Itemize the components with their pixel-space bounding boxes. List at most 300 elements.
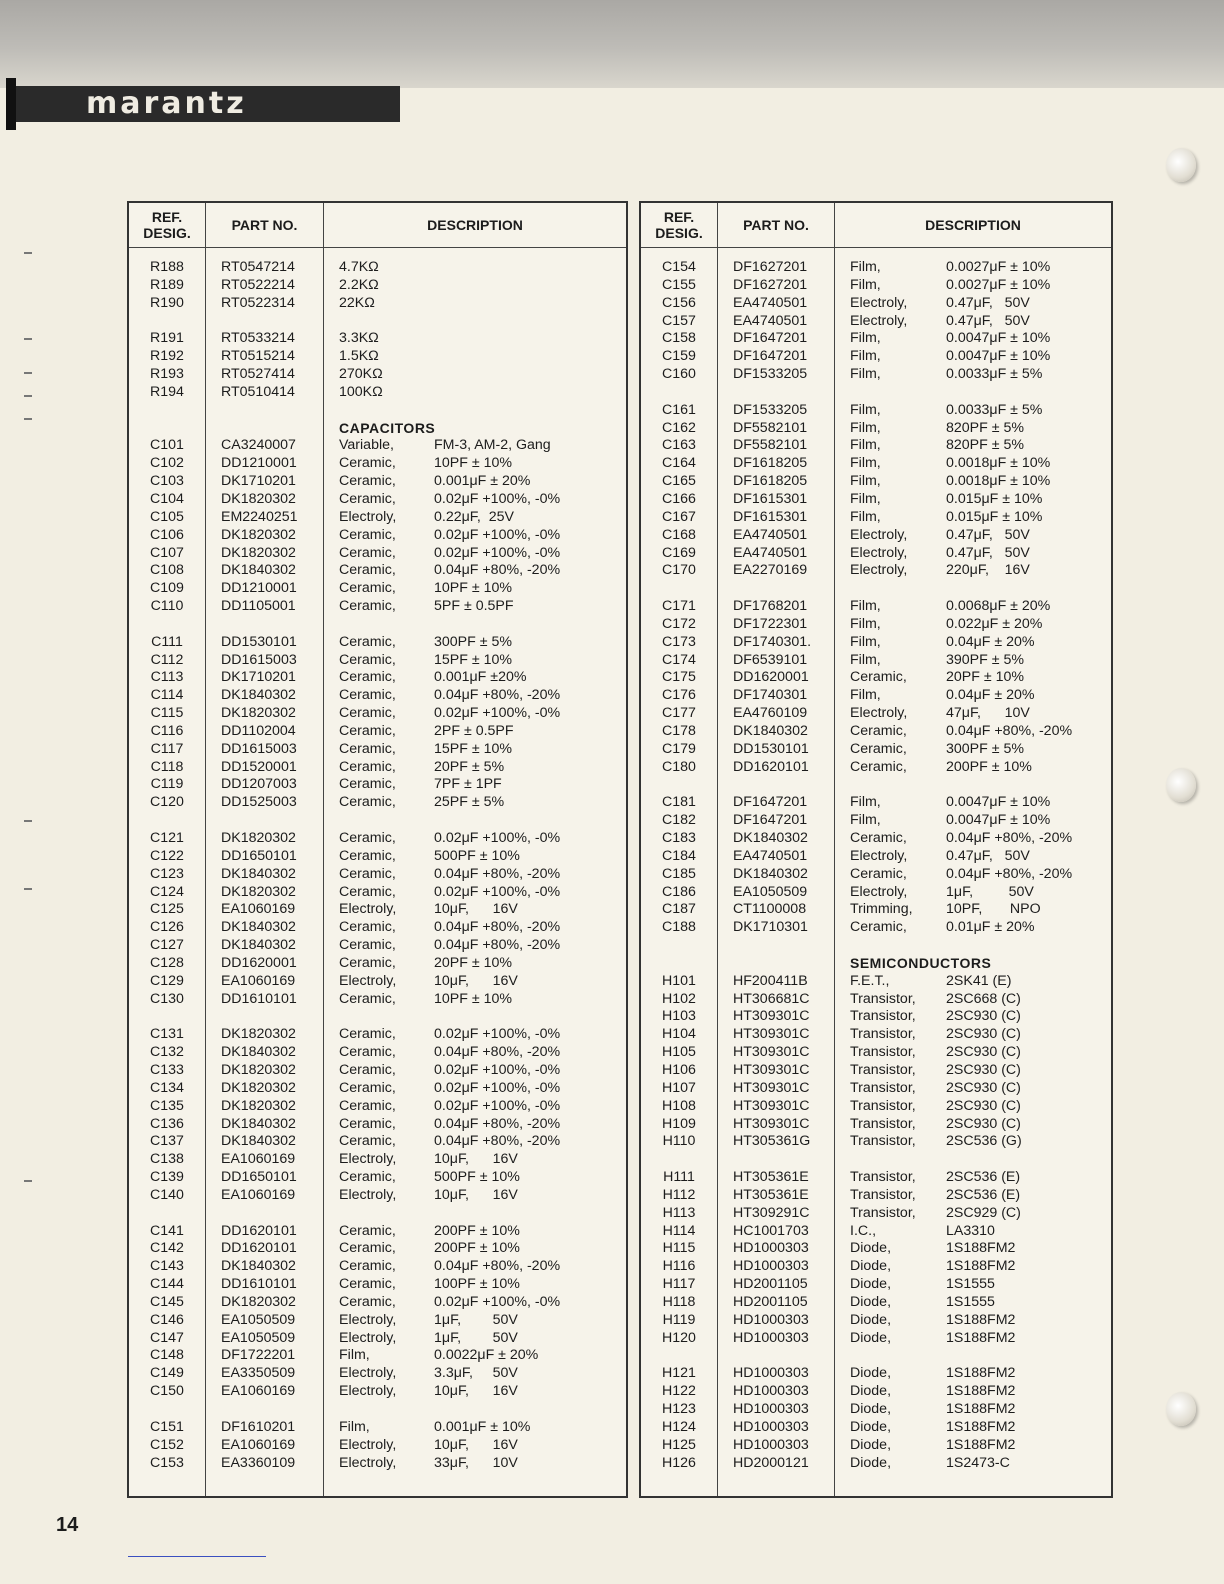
section-heading: CAPACITORS	[339, 419, 436, 436]
desc-type-cell: Transistor,	[850, 1079, 916, 1096]
desc-value-cell: 0.04μF ± 20%	[946, 633, 1035, 650]
ref-desig-cell: H124	[662, 1418, 696, 1435]
desc-value-cell: 0.0068μF ± 20%	[946, 598, 1051, 615]
desc-type-cell: Diode,	[850, 1311, 892, 1328]
desc-value-cell: 0.22μF, 25V	[434, 508, 514, 525]
ref-desig-cell: C110	[150, 598, 184, 615]
desc-value-cell: 2SC536 (E)	[946, 1169, 1021, 1186]
desc-value-cell: FM-3, AM-2, Gang	[434, 437, 551, 454]
part-no-cell: DF1627201	[733, 276, 808, 293]
footer-rule	[128, 1556, 266, 1557]
ref-desig-cell: H108	[662, 1097, 696, 1114]
part-no-cell: DF1615301	[733, 508, 808, 525]
table-row	[641, 1312, 1111, 1330]
part-no-cell: EM2240251	[221, 508, 298, 525]
ref-desig-cell: C187	[662, 901, 696, 918]
part-no-cell: DF1647201	[733, 348, 808, 365]
desc-value-cell: 0.015μF ± 10%	[946, 508, 1043, 525]
table-row	[641, 705, 1111, 723]
part-no-cell: DK1710201	[221, 473, 296, 490]
part-no-cell: EA1060169	[221, 901, 296, 918]
part-no-cell: DK1840302	[221, 1044, 296, 1061]
part-no-cell: CT1100008	[733, 901, 807, 918]
part-no-cell: DK1820302	[221, 1097, 296, 1114]
desc-value-cell: 0.0018μF ± 10%	[946, 455, 1051, 472]
part-no-cell: DF1722201	[221, 1347, 296, 1364]
table-row	[129, 295, 626, 313]
desc-type-cell: Ceramic,	[339, 526, 396, 543]
part-no-cell: DD1650101	[221, 1169, 297, 1186]
header-bar-edge	[6, 78, 16, 130]
table-row	[641, 1062, 1111, 1080]
part-no-cell: EA4740501	[733, 294, 808, 311]
ref-desig-cell: C177	[662, 705, 696, 722]
ref-desig-cell: C188	[662, 919, 696, 936]
desc-value-cell: 220μF, 16V	[946, 562, 1030, 579]
ref-desig-cell: C104	[150, 490, 184, 507]
part-no-cell: HD1000303	[733, 1436, 809, 1453]
desc-type-cell: Electroly,	[850, 705, 908, 722]
table-row	[641, 812, 1111, 830]
table-row	[129, 973, 626, 991]
ref-desig-cell: C102	[150, 455, 184, 472]
table-row	[641, 473, 1111, 491]
part-no-cell: DD1210001	[221, 580, 297, 597]
part-no-cell: DD1210001	[221, 455, 297, 472]
ref-desig-cell: C171	[662, 598, 696, 615]
part-no-cell: DF5582101	[733, 419, 808, 436]
part-no-cell: HT309301C	[733, 1079, 810, 1096]
desc-value-cell: 1S1555	[946, 1293, 995, 1310]
desc-type-cell: Electroly,	[339, 1329, 397, 1346]
section-heading-row	[641, 955, 1111, 973]
desc-type-cell: Transistor,	[850, 1008, 916, 1025]
table-row	[641, 1258, 1111, 1276]
desc-value-cell: 0.04μF +80%, -20%	[434, 1133, 561, 1150]
ref-desig-cell: C145	[150, 1293, 184, 1310]
desc-value-cell: 2SC668 (C)	[946, 990, 1021, 1007]
desc-type-cell: Ceramic,	[339, 1293, 396, 1310]
ref-desig-cell: C103	[150, 473, 184, 490]
desc-type-cell: Film,	[850, 633, 881, 650]
table-row	[129, 1240, 626, 1258]
part-no-cell: DF1740301.	[733, 633, 812, 650]
table-row	[129, 1312, 626, 1330]
desc-type-cell: Transistor,	[850, 990, 916, 1007]
part-no-cell: DK1820302	[221, 544, 296, 561]
part-no-cell: DD1105001	[221, 598, 296, 615]
ref-desig-cell: C152	[150, 1436, 184, 1453]
header-description: DESCRIPTION	[427, 217, 523, 233]
part-no-cell: EA3360109	[221, 1454, 296, 1471]
desc-value-cell: 10μF, 16V	[434, 1436, 518, 1453]
part-no-cell: HD1000303	[733, 1401, 809, 1417]
spacer-row	[129, 812, 626, 830]
part-no-cell: HD1000303	[733, 1365, 809, 1382]
desc-type-cell: Transistor,	[850, 1026, 916, 1043]
part-no-cell: DD1620001	[221, 954, 297, 971]
table-row	[641, 884, 1111, 902]
desc-type-cell: Diode,	[850, 1401, 892, 1417]
table-row	[641, 491, 1111, 509]
table-row	[129, 1151, 626, 1169]
part-no-cell: DD1102004	[221, 722, 296, 739]
desc-value-cell: 10μF, 16V	[434, 1383, 518, 1400]
part-no-cell: DK1820302	[221, 1079, 296, 1096]
desc-value-cell: 500PF ± 10%	[434, 1169, 520, 1186]
table-row	[641, 687, 1111, 705]
part-no-cell: DF6539101	[733, 651, 808, 668]
table-row	[129, 866, 626, 884]
ref-desig-cell: C139	[150, 1169, 184, 1186]
desc-type-cell: Film,	[850, 490, 881, 507]
desc-type-cell: 2.2KΩ	[339, 276, 379, 293]
table-row	[129, 919, 626, 937]
desc-type-cell: Film,	[850, 437, 881, 454]
part-no-cell: EA1050509	[733, 883, 808, 900]
desc-type-cell: Electroly,	[850, 294, 908, 311]
part-no-cell: DF1647201	[733, 812, 808, 829]
desc-value-cell: 10PF ± 10%	[434, 580, 512, 597]
part-no-cell: HD2001105	[733, 1276, 808, 1293]
part-no-cell: HT309301C	[733, 1115, 810, 1132]
desc-type-cell: Ceramic,	[339, 580, 396, 597]
table-row	[129, 1455, 626, 1473]
part-no-cell: DD1207003	[221, 776, 297, 793]
ref-desig-cell: C106	[150, 526, 184, 543]
desc-type-cell: 4.7KΩ	[339, 259, 379, 275]
ref-desig-cell: R191	[150, 330, 184, 347]
desc-value-cell: 100PF ± 10%	[434, 1276, 520, 1293]
part-no-cell: DF1722301	[733, 615, 808, 632]
ref-desig-cell: H105	[662, 1044, 696, 1061]
table-row	[641, 866, 1111, 884]
spacer-row	[129, 1205, 626, 1223]
part-no-cell: DK1840302	[733, 830, 808, 846]
desc-value-cell: LA3310	[946, 1222, 995, 1239]
desc-value-cell: 2SC930 (C)	[946, 1097, 1021, 1114]
desc-value-cell: 10μF, 16V	[434, 1186, 518, 1203]
part-no-cell: DK1840302	[221, 1133, 296, 1150]
desc-type-cell: Ceramic,	[339, 1169, 396, 1186]
ref-desig-cell: C172	[662, 615, 696, 632]
desc-type-cell: Film,	[850, 598, 881, 615]
ref-desig-cell: C155	[662, 276, 696, 293]
table-row	[641, 348, 1111, 366]
ref-desig-cell: H107	[662, 1079, 696, 1096]
ref-desig-cell: C167	[662, 508, 696, 525]
desc-type-cell: Transistor,	[850, 1169, 916, 1186]
ref-desig-cell: H119	[662, 1311, 696, 1328]
ref-desig-cell: C134	[150, 1079, 184, 1096]
table-row	[129, 473, 626, 491]
part-no-cell: DD1530101	[733, 740, 809, 757]
ref-desig-cell: C117	[150, 740, 184, 757]
desc-type-cell: Ceramic,	[339, 722, 396, 739]
desc-value-cell: 0.04μF +80%, -20%	[434, 937, 561, 954]
spacer-row	[129, 1008, 626, 1026]
spacer-row	[129, 402, 626, 420]
binder-hole-icon	[1166, 1392, 1196, 1426]
part-no-cell: DK1840302	[733, 865, 808, 882]
desc-value-cell: 0.02μF +100%, -0%	[434, 1061, 561, 1078]
desc-type-cell: Ceramic,	[339, 544, 396, 561]
desc-type-cell: Ceramic,	[339, 883, 396, 900]
part-no-cell: EA4740501	[733, 526, 808, 543]
ref-desig-cell: C161	[662, 401, 696, 418]
desc-type-cell: Film,	[850, 366, 881, 383]
part-no-cell: HT309301C	[733, 1008, 810, 1025]
part-no-cell: RT0522314	[221, 294, 295, 311]
desc-value-cell: 2SC930 (C)	[946, 1008, 1021, 1025]
table-row	[129, 1026, 626, 1044]
desc-value-cell: 0.0047μF ± 10%	[946, 348, 1051, 365]
ref-desig-cell: C107	[150, 544, 184, 561]
ref-desig-cell: C153	[150, 1454, 184, 1471]
table-row	[641, 1187, 1111, 1205]
table-row	[129, 955, 626, 973]
desc-value-cell: 1S188FM2	[946, 1418, 1016, 1435]
desc-value-cell: 1S188FM2	[946, 1383, 1016, 1400]
table-row	[129, 437, 626, 455]
desc-value-cell: 1μF, 50V	[434, 1311, 518, 1328]
ref-desig-cell: H104	[662, 1026, 696, 1043]
desc-type-cell: Electroly,	[339, 901, 397, 918]
table-row	[641, 259, 1111, 277]
ref-desig-cell: C142	[150, 1240, 184, 1257]
part-no-cell: DD1620001	[733, 669, 809, 686]
desc-type-cell: Ceramic,	[339, 937, 396, 954]
ref-desig-cell: C180	[662, 758, 696, 775]
desc-type-cell: Film,	[850, 794, 881, 811]
desc-value-cell: 2SC930 (C)	[946, 1061, 1021, 1078]
desc-value-cell: 0.001μF ± 20%	[434, 473, 531, 490]
part-no-cell: EA4740501	[733, 847, 808, 864]
header-description: DESCRIPTION	[925, 217, 1021, 233]
desc-value-cell: 1S188FM2	[946, 1240, 1016, 1257]
ref-desig-cell: C164	[662, 455, 696, 472]
desc-type-cell: Ceramic,	[339, 794, 396, 811]
ref-desig-cell: C182	[662, 812, 696, 829]
ref-desig-cell: C143	[150, 1258, 184, 1275]
table-row	[129, 1383, 626, 1401]
table-row	[129, 1187, 626, 1205]
table-row	[641, 652, 1111, 670]
desc-value-cell: 3.3μF, 50V	[434, 1365, 518, 1382]
table-row	[641, 1223, 1111, 1241]
desc-value-cell: 10PF ± 10%	[434, 455, 512, 472]
part-no-cell: DF1618205	[733, 455, 808, 472]
part-no-cell: DK1820302	[221, 883, 296, 900]
desc-type-cell: Electroly,	[339, 1436, 397, 1453]
table-row	[129, 652, 626, 670]
ref-desig-cell: C105	[150, 508, 184, 525]
table-row	[641, 919, 1111, 937]
desc-type-cell: Film,	[850, 455, 881, 472]
ref-desig-cell: H118	[662, 1293, 696, 1310]
table-row	[129, 741, 626, 759]
table-row	[641, 313, 1111, 331]
desc-type-cell: Ceramic,	[339, 1079, 396, 1096]
ref-desig-cell: R193	[150, 366, 184, 383]
desc-value-cell: 0.47μF, 50V	[946, 312, 1030, 329]
desc-type-cell: Electroly,	[850, 312, 908, 329]
desc-type-cell: 3.3KΩ	[339, 330, 379, 347]
part-no-cell: HT309301C	[733, 1026, 810, 1043]
ref-desig-cell: R188	[150, 259, 184, 275]
part-no-cell: EA4760109	[733, 705, 808, 722]
desc-value-cell: 300PF ± 5%	[434, 633, 512, 650]
part-no-cell: DF1533205	[733, 401, 808, 418]
part-no-cell: EA1060169	[221, 1383, 296, 1400]
page-number: 14	[56, 1514, 79, 1536]
table-row	[641, 455, 1111, 473]
table-row	[641, 330, 1111, 348]
table-row	[129, 1169, 626, 1187]
desc-type-cell: Ceramic,	[850, 919, 907, 936]
desc-value-cell: 7PF ± 1PF	[434, 776, 502, 793]
part-no-cell: EA1050509	[221, 1329, 296, 1346]
table-row	[129, 491, 626, 509]
part-no-cell: RT0547214	[221, 259, 295, 275]
spacer-row	[641, 1151, 1111, 1169]
table-row	[129, 580, 626, 598]
ref-desig-cell: R189	[150, 276, 184, 293]
desc-value-cell: 2SK41 (E)	[946, 972, 1012, 989]
part-no-cell: HT309291C	[733, 1204, 810, 1221]
desc-value-cell: 47μF, 10V	[946, 705, 1030, 722]
desc-type-cell: Film,	[850, 473, 881, 490]
ref-desig-cell: R190	[150, 294, 184, 311]
ref-desig-cell: C156	[662, 294, 696, 311]
ref-desig-cell: C113	[150, 669, 184, 686]
desc-value-cell: 0.04μF +80%, -20%	[434, 1115, 561, 1132]
desc-value-cell: 0.0027μF ± 10%	[946, 259, 1051, 275]
desc-type-cell: Ceramic,	[339, 1061, 396, 1078]
part-no-cell: EA3350509	[221, 1365, 296, 1382]
table-row	[641, 741, 1111, 759]
desc-type-cell: Ceramic,	[850, 758, 907, 775]
table-row	[129, 1080, 626, 1098]
table-row	[129, 562, 626, 580]
desc-type-cell: Ceramic,	[339, 651, 396, 668]
desc-value-cell: 300PF ± 5%	[946, 740, 1024, 757]
part-no-cell: DK1820302	[221, 526, 296, 543]
desc-value-cell: 1μF, 50V	[946, 883, 1034, 900]
ref-desig-cell: C179	[662, 740, 696, 757]
desc-type-cell: Diode,	[850, 1240, 892, 1257]
ref-desig-cell: C131	[150, 1026, 184, 1043]
ref-desig-cell: H120	[662, 1329, 696, 1346]
ref-desig-cell: H110	[662, 1133, 696, 1150]
ref-desig-cell: C185	[662, 865, 696, 882]
desc-type-cell: Ceramic,	[339, 598, 396, 615]
part-no-cell: HF200411B	[733, 972, 808, 989]
spacer-row	[129, 616, 626, 634]
part-no-cell: RT0533214	[221, 330, 295, 347]
ref-desig-cell: C115	[150, 705, 184, 722]
spacer-row	[641, 1347, 1111, 1365]
table-row	[129, 1276, 626, 1294]
table-row	[641, 1205, 1111, 1223]
binder-hole-icon	[1166, 148, 1196, 182]
desc-type-cell: 1.5KΩ	[339, 348, 379, 365]
desc-type-cell: Ceramic,	[339, 1222, 396, 1239]
desc-type-cell: Ceramic,	[339, 830, 396, 846]
desc-value-cell: 0.04μF +80%, -20%	[946, 722, 1073, 739]
page-top-band	[0, 0, 1224, 88]
table-row	[129, 687, 626, 705]
part-no-cell: EA1060169	[221, 1151, 296, 1168]
desc-type-cell: Variable,	[339, 437, 394, 454]
desc-value-cell: 0.02μF +100%, -0%	[434, 705, 561, 722]
desc-value-cell: 0.47μF, 50V	[946, 847, 1030, 864]
desc-value-cell: 1S188FM2	[946, 1401, 1016, 1417]
desc-type-cell: Transistor,	[850, 1186, 916, 1203]
table-body-right	[641, 259, 1111, 1472]
part-no-cell: DF1533205	[733, 366, 808, 383]
desc-type-cell: Ceramic,	[339, 776, 396, 793]
desc-type-cell: Electroly,	[339, 1454, 397, 1471]
spacer-row	[641, 937, 1111, 955]
desc-value-cell: 1S188FM2	[946, 1258, 1016, 1275]
ref-desig-cell: C166	[662, 490, 696, 507]
desc-type-cell: Diode,	[850, 1365, 892, 1382]
part-no-cell: HT309301C	[733, 1061, 810, 1078]
desc-value-cell: 390PF ± 5%	[946, 651, 1024, 668]
table-row	[641, 901, 1111, 919]
desc-type-cell: Ceramic,	[850, 669, 907, 686]
desc-value-cell: 0.0033μF ± 5%	[946, 366, 1043, 383]
ref-desig-cell: R194	[150, 383, 184, 400]
desc-value-cell: 0.0047μF ± 10%	[946, 330, 1051, 347]
table-row	[129, 1116, 626, 1134]
desc-type-cell: Transistor,	[850, 1061, 916, 1078]
desc-value-cell: 15PF ± 10%	[434, 651, 512, 668]
part-no-cell: EA1060169	[221, 1186, 296, 1203]
part-no-cell: DD1620101	[221, 1222, 297, 1239]
part-no-cell: DF1610201	[221, 1418, 296, 1435]
part-no-cell: DF1615301	[733, 490, 808, 507]
desc-value-cell: 1S188FM2	[946, 1329, 1016, 1346]
ref-desig-cell: H117	[662, 1276, 696, 1293]
ref-desig-cell: C159	[662, 348, 696, 365]
table-row	[641, 1383, 1111, 1401]
binder-hole-icon	[1166, 768, 1196, 802]
ref-desig-cell: C123	[150, 865, 184, 882]
desc-type-cell: Ceramic,	[339, 1044, 396, 1061]
desc-value-cell: 0.0047μF ± 10%	[946, 794, 1051, 811]
desc-type-cell: Ceramic,	[339, 1240, 396, 1257]
desc-value-cell: 1S188FM2	[946, 1436, 1016, 1453]
table-row	[641, 1437, 1111, 1455]
desc-value-cell: 0.02μF +100%, -0%	[434, 1026, 561, 1043]
part-no-cell: HD1000303	[733, 1311, 809, 1328]
ref-desig-cell: H111	[663, 1169, 695, 1186]
ref-desig-cell: C170	[662, 562, 696, 579]
table-row	[641, 1330, 1111, 1348]
desc-type-cell: Film,	[850, 812, 881, 829]
desc-value-cell: 0.02μF +100%, -0%	[434, 544, 561, 561]
desc-type-cell: 22KΩ	[339, 294, 375, 311]
desc-type-cell: Film,	[850, 419, 881, 436]
desc-type-cell: 100KΩ	[339, 383, 383, 400]
desc-type-cell: Electroly,	[850, 544, 908, 561]
table-row	[129, 1133, 626, 1151]
part-no-cell: DF1627201	[733, 259, 808, 275]
desc-type-cell: Ceramic,	[850, 740, 907, 757]
part-no-cell: DK1840302	[221, 562, 296, 579]
